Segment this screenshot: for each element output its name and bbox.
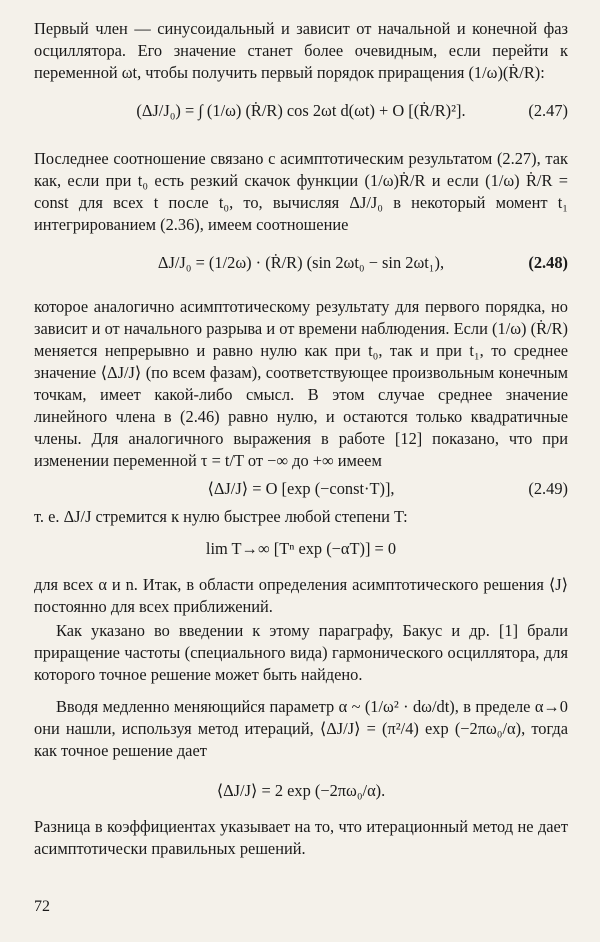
equation-text: ΔJ/J₀ = (1/2ω) · (Ṙ/R) (sin 2ωt₀ − sin 2ωt₁), (157, 253, 445, 272)
paragraph: т. е. ΔJ/J стремится к нулю быстрее любой степени T: (34, 507, 408, 526)
page-number: 72 (34, 898, 50, 915)
paragraph: которое аналогично асимптотическому результату для первого порядка, но зависит и от начального разрыва и от времени наблюдения. Если (1/ω) (Ṙ/R) меняется непрерывно и равно нулю как при t₀, так и при t₁, то среднее значение ⟨ΔJ/J⟩ (по всем фазам), соответствующее произвольным конечным точкам, имеет какой-либо смысл. В этом случае среднее значение линейного члена в (2.46) равно нулю, и остаются только квадратичные члены. Для аналогичного выражения в работе [12] показано, что при изменении переменной τ = t/T от −∞ до +∞ имеем (34, 297, 568, 470)
paragraph: Разница в коэффициентах указывает на то, что итерационный метод не дает асимптотически правильных решений. (34, 817, 568, 858)
equation-number: (2.49) (528, 479, 568, 498)
equation-text: ⟨ΔJ/J⟩ = 2 exp (−2πω₀/α). (216, 781, 386, 800)
equation-text: lim T→∞ [Tⁿ exp (−αT)] = 0 (205, 539, 397, 558)
paragraph: Вводя медленно меняющийся параметр α ~ (1/ω² · dω/dt), в пределе α→0 они нашли, используя метод итераций, ⟨ΔJ/J⟩ = (π²/4) exp (−2πω₀/α), тогда как точное решение дает (34, 697, 568, 760)
equation-limit (34, 538, 568, 560)
paragraph: Как указано во введении к этому параграфу, Бакус и др. [1] брали приращение частоты (специального вида) гармонического осциллятора, для которого точное решение может быть найдено. (34, 621, 568, 684)
equation-text: ⟨ΔJ/J⟩ = O [exp (−const·T)], (207, 479, 395, 498)
equation-exact (34, 780, 568, 802)
page-body (34, 18, 568, 860)
equation-2-47 (34, 100, 568, 122)
equation-text: (ΔJ/J₀) = ∫ (1/ω) (Ṙ/R) cos 2ωt d(ωt) + O [(Ṙ/R)²]. (136, 101, 466, 120)
paragraph: для всех α и n. Итак, в области определения асимптотического решения ⟨J⟩ постоянно для всех приближений. (34, 575, 568, 616)
equation-number: (2.47) (528, 101, 568, 120)
equation-2-48 (34, 252, 568, 274)
equation-number: (2.48) (528, 253, 568, 272)
paragraph: Последнее соотношение связано с асимптотическим результатом (2.27), так как, если при t₀ есть резкий скачок функции (1/ω)Ṙ/R и если (1/ω) Ṙ/R = const для всех t после t₀, то, вычисляя ΔJ/J₀ в некоторый момент t₁ интегрированием (2.36), имеем соотношение (34, 149, 568, 234)
equation-2-49 (34, 478, 568, 500)
paragraph: Первый член — синусоидальный и зависит от начальной и конечной фаз осциллятора. Его значение станет более очевидным, если перейти к переменной ωt, чтобы получить первый порядок приращения (1/ω)(Ṙ/R): (34, 19, 568, 82)
